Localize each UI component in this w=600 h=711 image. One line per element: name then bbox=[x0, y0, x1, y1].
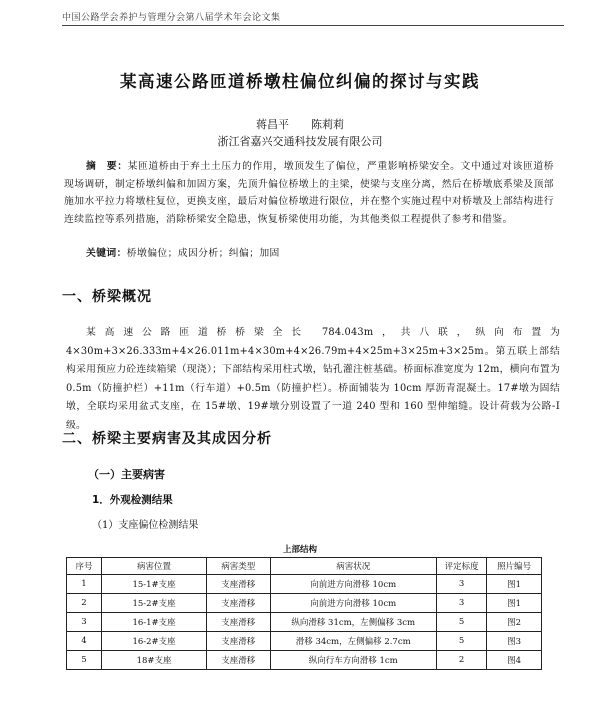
paper-title: 某高速公路匝道桥墩柱偏位纠偏的探讨与实践 bbox=[120, 72, 480, 91]
keywords-label: 关键词： bbox=[86, 248, 127, 259]
abstract-label: 摘 要： bbox=[86, 161, 128, 172]
authors: 蒋昌平 陈莉莉 bbox=[256, 118, 344, 131]
header-cell: 序号 bbox=[67, 558, 102, 575]
header-cell: 照片编号 bbox=[487, 558, 542, 575]
section1-text: 某高速公路匝道桥桥梁全长 784.043m，共八联，纵向布置为 4×30m+3×26.333m+4×26.011m+4×30m+4×26.79m+4×25m+3×25m+3×25m。第五联上部结构采用预应力砼连续箱梁（现浇）；下部结构采用柱式墩，钻孔灌注桩基础。桥面标准宽度为 12m，横向布置为 0.5m（防撞护栏）+11m（行车道）+0.5m（防撞护栏）。桥面铺装为 10cm 厚沥青混凝土。17#墩为固结墩，全联均采用盆式支座，在 15#墩、19#墩分别设置了一道 240 型和 160 型伸缩缝。设计荷载为公路-Ⅰ级。 bbox=[66, 327, 560, 431]
header-cell: 病害位置 bbox=[102, 558, 207, 575]
table-header-row bbox=[67, 558, 542, 575]
header-cell: 评定标度 bbox=[436, 558, 486, 575]
table-cell: 2 bbox=[67, 594, 102, 613]
table-cell: 3 bbox=[67, 613, 102, 632]
table-cell: 支座滑移 bbox=[207, 651, 270, 670]
table-row bbox=[67, 651, 542, 670]
section2-heading: 二、桥梁主要病害及其成因分析 bbox=[62, 431, 272, 447]
table-cell: 纵向行车方向滑移 1cm bbox=[270, 651, 436, 670]
table-cell: 支座滑移 bbox=[207, 632, 270, 651]
table-cell: 18#支座 bbox=[102, 651, 207, 670]
table-cell: 支座滑移 bbox=[207, 613, 270, 632]
header-rule bbox=[62, 25, 564, 26]
keywords-text: 桥墩偏位；成因分析；纠偏；加固 bbox=[126, 248, 280, 259]
subsubsection-heading: 1．外观检测结果 bbox=[92, 494, 173, 506]
table-cell: 5 bbox=[436, 613, 486, 632]
table-cell: 向前进方向滑移 10cm bbox=[270, 575, 436, 594]
table-row bbox=[67, 575, 542, 594]
table-cell: 16-2#支座 bbox=[102, 632, 207, 651]
table-cell: 滑移 34cm，左侧偏移 2.7cm bbox=[270, 632, 436, 651]
table-row bbox=[67, 594, 542, 613]
table-cell: 15-2#支座 bbox=[102, 594, 207, 613]
running-header: 中国公路学会养护与管理分会第八届学术年会论文集 bbox=[62, 13, 281, 23]
table-cell: 15-1#支座 bbox=[102, 575, 207, 594]
table-cell: 2 bbox=[436, 651, 486, 670]
section1-heading: 一、桥梁概况 bbox=[62, 289, 152, 305]
table-cell: 图1 bbox=[487, 575, 542, 594]
table-cell: 图2 bbox=[487, 613, 542, 632]
table-cell: 16-1#支座 bbox=[102, 613, 207, 632]
table-cell: 5 bbox=[67, 651, 102, 670]
table-row bbox=[67, 632, 542, 651]
table-cell: 1 bbox=[67, 575, 102, 594]
table-cell: 图3 bbox=[487, 632, 542, 651]
table-cell: 纵向滑移 31cm，左侧偏移 3cm bbox=[270, 613, 436, 632]
subsection-heading: （一）主要病害 bbox=[88, 468, 165, 481]
abstract-text: 某匝道桥由于弃土土压力的作用，墩顶发生了偏位，严重影响桥梁安全。文中通过对该匝道桥现场调研，制定桥墩纠偏和加固方案，先顶升偏位桥墩上的主梁，使梁与支座分离，然后在桥墩底系梁及顶部施加水平拉力将墩柱复位，更换支座，最后对偏位桥墩进行限位，并在整个实施过程中对桥墩及上部结构进行连续监控等系列措施，消除桥梁安全隐患，恢复桥梁使用功能，为其他类似工程提供了参考和借鉴。 bbox=[64, 161, 554, 225]
affiliation: 浙江省嘉兴交通科技发展有限公司 bbox=[217, 135, 383, 148]
table-cell: 4 bbox=[67, 632, 102, 651]
item-heading: （1）支座偏位检测结果 bbox=[92, 520, 199, 531]
table-cell: 3 bbox=[436, 575, 486, 594]
table-cell: 支座滑移 bbox=[207, 575, 270, 594]
table-row bbox=[67, 613, 542, 632]
table-caption: 上部结构 bbox=[282, 545, 317, 555]
table-cell: 3 bbox=[436, 594, 486, 613]
bearing-table bbox=[66, 557, 542, 670]
table-cell: 图4 bbox=[487, 651, 542, 670]
table-cell: 支座滑移 bbox=[207, 594, 270, 613]
table-cell: 向前进方向滑移 10cm bbox=[270, 594, 436, 613]
table-cell: 图1 bbox=[487, 594, 542, 613]
keywords bbox=[86, 245, 554, 259]
abstract bbox=[64, 158, 554, 228]
header-cell: 病害类型 bbox=[207, 558, 270, 575]
table-cell: 5 bbox=[436, 632, 486, 651]
header-cell: 病害状况 bbox=[270, 558, 436, 575]
